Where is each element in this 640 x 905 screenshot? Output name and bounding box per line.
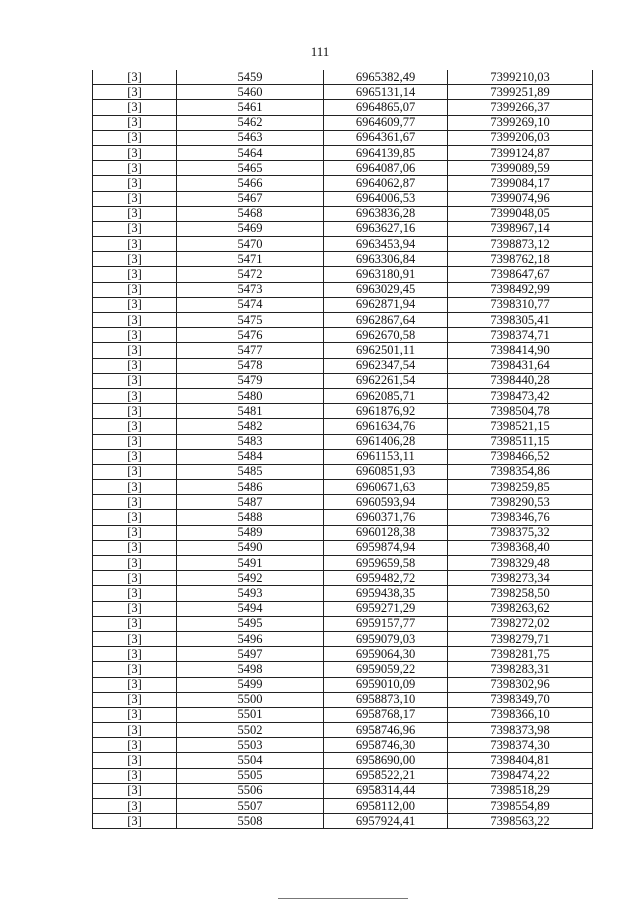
- y-coordinate-cell: 7399206,03: [448, 130, 593, 145]
- y-coordinate-cell: 7398374,71: [448, 328, 593, 343]
- point-number-cell: 5461: [177, 100, 324, 115]
- y-coordinate-cell: 7398518,29: [448, 783, 593, 798]
- x-coordinate-cell: 6964006,53: [324, 191, 448, 206]
- point-number-cell: 5499: [177, 677, 324, 692]
- table-row: [93, 647, 593, 662]
- x-coordinate-cell: 6959271,29: [324, 601, 448, 616]
- ref-cell: [3]: [93, 510, 177, 525]
- table-row: [93, 723, 593, 738]
- y-coordinate-cell: 7398305,41: [448, 313, 593, 328]
- ref-cell: [3]: [93, 540, 177, 555]
- point-number-cell: 5505: [177, 768, 324, 783]
- x-coordinate-cell: 6960851,93: [324, 464, 448, 479]
- ref-cell: [3]: [93, 328, 177, 343]
- x-coordinate-cell: 6964062,87: [324, 176, 448, 191]
- y-coordinate-cell: 7398511,15: [448, 434, 593, 449]
- y-coordinate-cell: 7398554,89: [448, 799, 593, 814]
- x-coordinate-cell: 6958690,00: [324, 753, 448, 768]
- point-number-cell: 5494: [177, 601, 324, 616]
- x-coordinate-cell: 6963029,45: [324, 282, 448, 297]
- table-row: [93, 464, 593, 479]
- ref-cell: [3]: [93, 495, 177, 510]
- x-coordinate-cell: 6964865,07: [324, 100, 448, 115]
- y-coordinate-cell: 7398258,50: [448, 586, 593, 601]
- table-row: [93, 145, 593, 160]
- x-coordinate-cell: 6962261,54: [324, 373, 448, 388]
- table-row: [93, 373, 593, 388]
- y-coordinate-cell: 7398474,22: [448, 768, 593, 783]
- table-row: [93, 677, 593, 692]
- table-row: [93, 495, 593, 510]
- point-number-cell: 5464: [177, 145, 324, 160]
- table-row: [93, 419, 593, 434]
- table-row: [93, 221, 593, 236]
- x-coordinate-cell: 6959079,03: [324, 631, 448, 646]
- table-row: [93, 358, 593, 373]
- y-coordinate-cell: 7399048,05: [448, 206, 593, 221]
- table-row: [93, 328, 593, 343]
- x-coordinate-cell: 6959059,22: [324, 662, 448, 677]
- y-coordinate-cell: 7398967,14: [448, 221, 593, 236]
- ref-cell: [3]: [93, 464, 177, 479]
- x-coordinate-cell: 6964609,77: [324, 115, 448, 130]
- ref-cell: [3]: [93, 161, 177, 176]
- point-number-cell: 5508: [177, 814, 324, 829]
- point-number-cell: 5500: [177, 692, 324, 707]
- ref-cell: [3]: [93, 434, 177, 449]
- ref-cell: [3]: [93, 647, 177, 662]
- ref-cell: [3]: [93, 343, 177, 358]
- table-row: [93, 449, 593, 464]
- x-coordinate-cell: 6960128,38: [324, 525, 448, 540]
- table-row: [93, 282, 593, 297]
- x-coordinate-cell: 6964139,85: [324, 145, 448, 160]
- x-coordinate-cell: 6962347,54: [324, 358, 448, 373]
- x-coordinate-cell: 6959438,35: [324, 586, 448, 601]
- table-row: [93, 601, 593, 616]
- ref-cell: [3]: [93, 358, 177, 373]
- y-coordinate-cell: 7399124,87: [448, 145, 593, 160]
- point-number-cell: 5485: [177, 464, 324, 479]
- point-number-cell: 5507: [177, 799, 324, 814]
- y-coordinate-cell: 7398375,32: [448, 525, 593, 540]
- y-coordinate-cell: 7398273,34: [448, 571, 593, 586]
- ref-cell: [3]: [93, 206, 177, 221]
- point-number-cell: 5497: [177, 647, 324, 662]
- point-number-cell: 5480: [177, 388, 324, 403]
- table-row: [93, 130, 593, 145]
- y-coordinate-cell: 7398431,64: [448, 358, 593, 373]
- ref-cell: [3]: [93, 70, 177, 85]
- x-coordinate-cell: 6963836,28: [324, 206, 448, 221]
- table-row: [93, 783, 593, 798]
- y-coordinate-cell: 7398466,52: [448, 449, 593, 464]
- ref-cell: [3]: [93, 571, 177, 586]
- table-row: [93, 571, 593, 586]
- ref-cell: [3]: [93, 419, 177, 434]
- point-number-cell: 5492: [177, 571, 324, 586]
- table-row: [93, 586, 593, 601]
- point-number-cell: 5478: [177, 358, 324, 373]
- ref-cell: [3]: [93, 723, 177, 738]
- point-number-cell: 5490: [177, 540, 324, 555]
- point-number-cell: 5465: [177, 161, 324, 176]
- table-row: [93, 768, 593, 783]
- table-row: [93, 707, 593, 722]
- x-coordinate-cell: 6962670,58: [324, 328, 448, 343]
- table-row: [93, 616, 593, 631]
- x-coordinate-cell: 6958112,00: [324, 799, 448, 814]
- y-coordinate-cell: 7398281,75: [448, 647, 593, 662]
- ref-cell: [3]: [93, 753, 177, 768]
- point-number-cell: 5496: [177, 631, 324, 646]
- y-coordinate-cell: 7399269,10: [448, 115, 593, 130]
- y-coordinate-cell: 7399074,96: [448, 191, 593, 206]
- point-number-cell: 5504: [177, 753, 324, 768]
- ref-cell: [3]: [93, 799, 177, 814]
- y-coordinate-cell: 7398374,30: [448, 738, 593, 753]
- ref-cell: [3]: [93, 221, 177, 236]
- y-coordinate-cell: 7399266,37: [448, 100, 593, 115]
- ref-cell: [3]: [93, 662, 177, 677]
- x-coordinate-cell: 6961406,28: [324, 434, 448, 449]
- table-row: [93, 434, 593, 449]
- table-row: [93, 631, 593, 646]
- x-coordinate-cell: 6961876,92: [324, 404, 448, 419]
- point-number-cell: 5477: [177, 343, 324, 358]
- ref-cell: [3]: [93, 267, 177, 282]
- point-number-cell: 5491: [177, 556, 324, 571]
- point-number-cell: 5481: [177, 404, 324, 419]
- y-coordinate-cell: 7398473,42: [448, 388, 593, 403]
- table-row: [93, 161, 593, 176]
- y-coordinate-cell: 7398492,99: [448, 282, 593, 297]
- table-row: [93, 388, 593, 403]
- footer-divider: [278, 898, 408, 899]
- y-coordinate-cell: 7399210,03: [448, 70, 593, 85]
- table-row: [93, 540, 593, 555]
- x-coordinate-cell: 6959482,72: [324, 571, 448, 586]
- point-number-cell: 5467: [177, 191, 324, 206]
- point-number-cell: 5475: [177, 313, 324, 328]
- x-coordinate-cell: 6959157,77: [324, 616, 448, 631]
- x-coordinate-cell: 6961153,11: [324, 449, 448, 464]
- ref-cell: [3]: [93, 252, 177, 267]
- y-coordinate-cell: 7398263,62: [448, 601, 593, 616]
- y-coordinate-cell: 7398346,76: [448, 510, 593, 525]
- point-number-cell: 5471: [177, 252, 324, 267]
- x-coordinate-cell: 6963306,84: [324, 252, 448, 267]
- x-coordinate-cell: 6964087,06: [324, 161, 448, 176]
- table-row: [93, 267, 593, 282]
- x-coordinate-cell: 6962871,94: [324, 297, 448, 312]
- point-number-cell: 5479: [177, 373, 324, 388]
- y-coordinate-cell: 7398404,81: [448, 753, 593, 768]
- y-coordinate-cell: 7399251,89: [448, 85, 593, 100]
- table-row: [93, 191, 593, 206]
- x-coordinate-cell: 6964361,67: [324, 130, 448, 145]
- x-coordinate-cell: 6958873,10: [324, 692, 448, 707]
- y-coordinate-cell: 7399084,17: [448, 176, 593, 191]
- table-row: [93, 176, 593, 191]
- ref-cell: [3]: [93, 145, 177, 160]
- point-number-cell: 5469: [177, 221, 324, 236]
- table-row: [93, 525, 593, 540]
- x-coordinate-cell: 6958746,30: [324, 738, 448, 753]
- table-row: [93, 480, 593, 495]
- ref-cell: [3]: [93, 616, 177, 631]
- ref-cell: [3]: [93, 692, 177, 707]
- ref-cell: [3]: [93, 449, 177, 464]
- point-number-cell: 5502: [177, 723, 324, 738]
- ref-cell: [3]: [93, 677, 177, 692]
- point-number-cell: 5488: [177, 510, 324, 525]
- ref-cell: [3]: [93, 525, 177, 540]
- ref-cell: [3]: [93, 707, 177, 722]
- point-number-cell: 5463: [177, 130, 324, 145]
- table-row: [93, 252, 593, 267]
- table-row: [93, 237, 593, 252]
- y-coordinate-cell: 7398279,71: [448, 631, 593, 646]
- ref-cell: [3]: [93, 100, 177, 115]
- x-coordinate-cell: 6958768,17: [324, 707, 448, 722]
- point-number-cell: 5476: [177, 328, 324, 343]
- table-row: [93, 814, 593, 829]
- x-coordinate-cell: 6958314,44: [324, 783, 448, 798]
- x-coordinate-cell: 6961634,76: [324, 419, 448, 434]
- y-coordinate-cell: 7398414,90: [448, 343, 593, 358]
- table-row: [93, 556, 593, 571]
- ref-cell: [3]: [93, 130, 177, 145]
- y-coordinate-cell: 7398259,85: [448, 480, 593, 495]
- ref-cell: [3]: [93, 631, 177, 646]
- ref-cell: [3]: [93, 404, 177, 419]
- table-row: [93, 115, 593, 130]
- ref-cell: [3]: [93, 373, 177, 388]
- coordinates-table: [92, 70, 593, 829]
- x-coordinate-cell: 6959874,94: [324, 540, 448, 555]
- ref-cell: [3]: [93, 282, 177, 297]
- x-coordinate-cell: 6959010,09: [324, 677, 448, 692]
- y-coordinate-cell: 7398368,40: [448, 540, 593, 555]
- table-row: [93, 206, 593, 221]
- x-coordinate-cell: 6957924,41: [324, 814, 448, 829]
- table-row: [93, 70, 593, 85]
- table-row: [93, 100, 593, 115]
- table-row: [93, 404, 593, 419]
- point-number-cell: 5503: [177, 738, 324, 753]
- y-coordinate-cell: 7398354,86: [448, 464, 593, 479]
- y-coordinate-cell: 7398373,98: [448, 723, 593, 738]
- ref-cell: [3]: [93, 176, 177, 191]
- point-number-cell: 5489: [177, 525, 324, 540]
- x-coordinate-cell: 6963180,91: [324, 267, 448, 282]
- point-number-cell: 5506: [177, 783, 324, 798]
- y-coordinate-cell: 7398873,12: [448, 237, 593, 252]
- point-number-cell: 5472: [177, 267, 324, 282]
- ref-cell: [3]: [93, 237, 177, 252]
- ref-cell: [3]: [93, 601, 177, 616]
- table-row: [93, 313, 593, 328]
- ref-cell: [3]: [93, 783, 177, 798]
- table-row: [93, 692, 593, 707]
- x-coordinate-cell: 6962085,71: [324, 388, 448, 403]
- y-coordinate-cell: 7398440,28: [448, 373, 593, 388]
- x-coordinate-cell: 6963627,16: [324, 221, 448, 236]
- ref-cell: [3]: [93, 480, 177, 495]
- table-row: [93, 753, 593, 768]
- point-number-cell: 5484: [177, 449, 324, 464]
- y-coordinate-cell: 7398366,10: [448, 707, 593, 722]
- table-row: [93, 662, 593, 677]
- ref-cell: [3]: [93, 115, 177, 130]
- ref-cell: [3]: [93, 814, 177, 829]
- table-row: [93, 343, 593, 358]
- x-coordinate-cell: 6960371,76: [324, 510, 448, 525]
- point-number-cell: 5501: [177, 707, 324, 722]
- y-coordinate-cell: 7398272,02: [448, 616, 593, 631]
- point-number-cell: 5460: [177, 85, 324, 100]
- point-number-cell: 5462: [177, 115, 324, 130]
- y-coordinate-cell: 7398290,53: [448, 495, 593, 510]
- table-row: [93, 738, 593, 753]
- page-number: 111: [310, 44, 330, 59]
- ref-cell: [3]: [93, 768, 177, 783]
- table-row: [93, 297, 593, 312]
- x-coordinate-cell: 6959064,30: [324, 647, 448, 662]
- point-number-cell: 5483: [177, 434, 324, 449]
- y-coordinate-cell: 7398762,18: [448, 252, 593, 267]
- x-coordinate-cell: 6958522,21: [324, 768, 448, 783]
- ref-cell: [3]: [93, 191, 177, 206]
- y-coordinate-cell: 7399089,59: [448, 161, 593, 176]
- x-coordinate-cell: 6959659,58: [324, 556, 448, 571]
- y-coordinate-cell: 7398302,96: [448, 677, 593, 692]
- point-number-cell: 5466: [177, 176, 324, 191]
- point-number-cell: 5473: [177, 282, 324, 297]
- ref-cell: [3]: [93, 388, 177, 403]
- table-row: [93, 799, 593, 814]
- y-coordinate-cell: 7398349,70: [448, 692, 593, 707]
- point-number-cell: 5468: [177, 206, 324, 221]
- point-number-cell: 5493: [177, 586, 324, 601]
- table-row: [93, 85, 593, 100]
- point-number-cell: 5459: [177, 70, 324, 85]
- table-body: [93, 70, 593, 829]
- y-coordinate-cell: 7398647,67: [448, 267, 593, 282]
- x-coordinate-cell: 6965382,49: [324, 70, 448, 85]
- point-number-cell: 5487: [177, 495, 324, 510]
- ref-cell: [3]: [93, 556, 177, 571]
- ref-cell: [3]: [93, 313, 177, 328]
- y-coordinate-cell: 7398283,31: [448, 662, 593, 677]
- table-row: [93, 510, 593, 525]
- y-coordinate-cell: 7398504,78: [448, 404, 593, 419]
- x-coordinate-cell: 6958746,96: [324, 723, 448, 738]
- ref-cell: [3]: [93, 586, 177, 601]
- x-coordinate-cell: 6960593,94: [324, 495, 448, 510]
- y-coordinate-cell: 7398310,77: [448, 297, 593, 312]
- x-coordinate-cell: 6962501,11: [324, 343, 448, 358]
- point-number-cell: 5495: [177, 616, 324, 631]
- point-number-cell: 5474: [177, 297, 324, 312]
- x-coordinate-cell: 6963453,94: [324, 237, 448, 252]
- ref-cell: [3]: [93, 297, 177, 312]
- point-number-cell: 5486: [177, 480, 324, 495]
- ref-cell: [3]: [93, 738, 177, 753]
- ref-cell: [3]: [93, 85, 177, 100]
- x-coordinate-cell: 6960671,63: [324, 480, 448, 495]
- point-number-cell: 5470: [177, 237, 324, 252]
- x-coordinate-cell: 6965131,14: [324, 85, 448, 100]
- y-coordinate-cell: 7398563,22: [448, 814, 593, 829]
- x-coordinate-cell: 6962867,64: [324, 313, 448, 328]
- point-number-cell: 5498: [177, 662, 324, 677]
- point-number-cell: 5482: [177, 419, 324, 434]
- y-coordinate-cell: 7398329,48: [448, 556, 593, 571]
- y-coordinate-cell: 7398521,15: [448, 419, 593, 434]
